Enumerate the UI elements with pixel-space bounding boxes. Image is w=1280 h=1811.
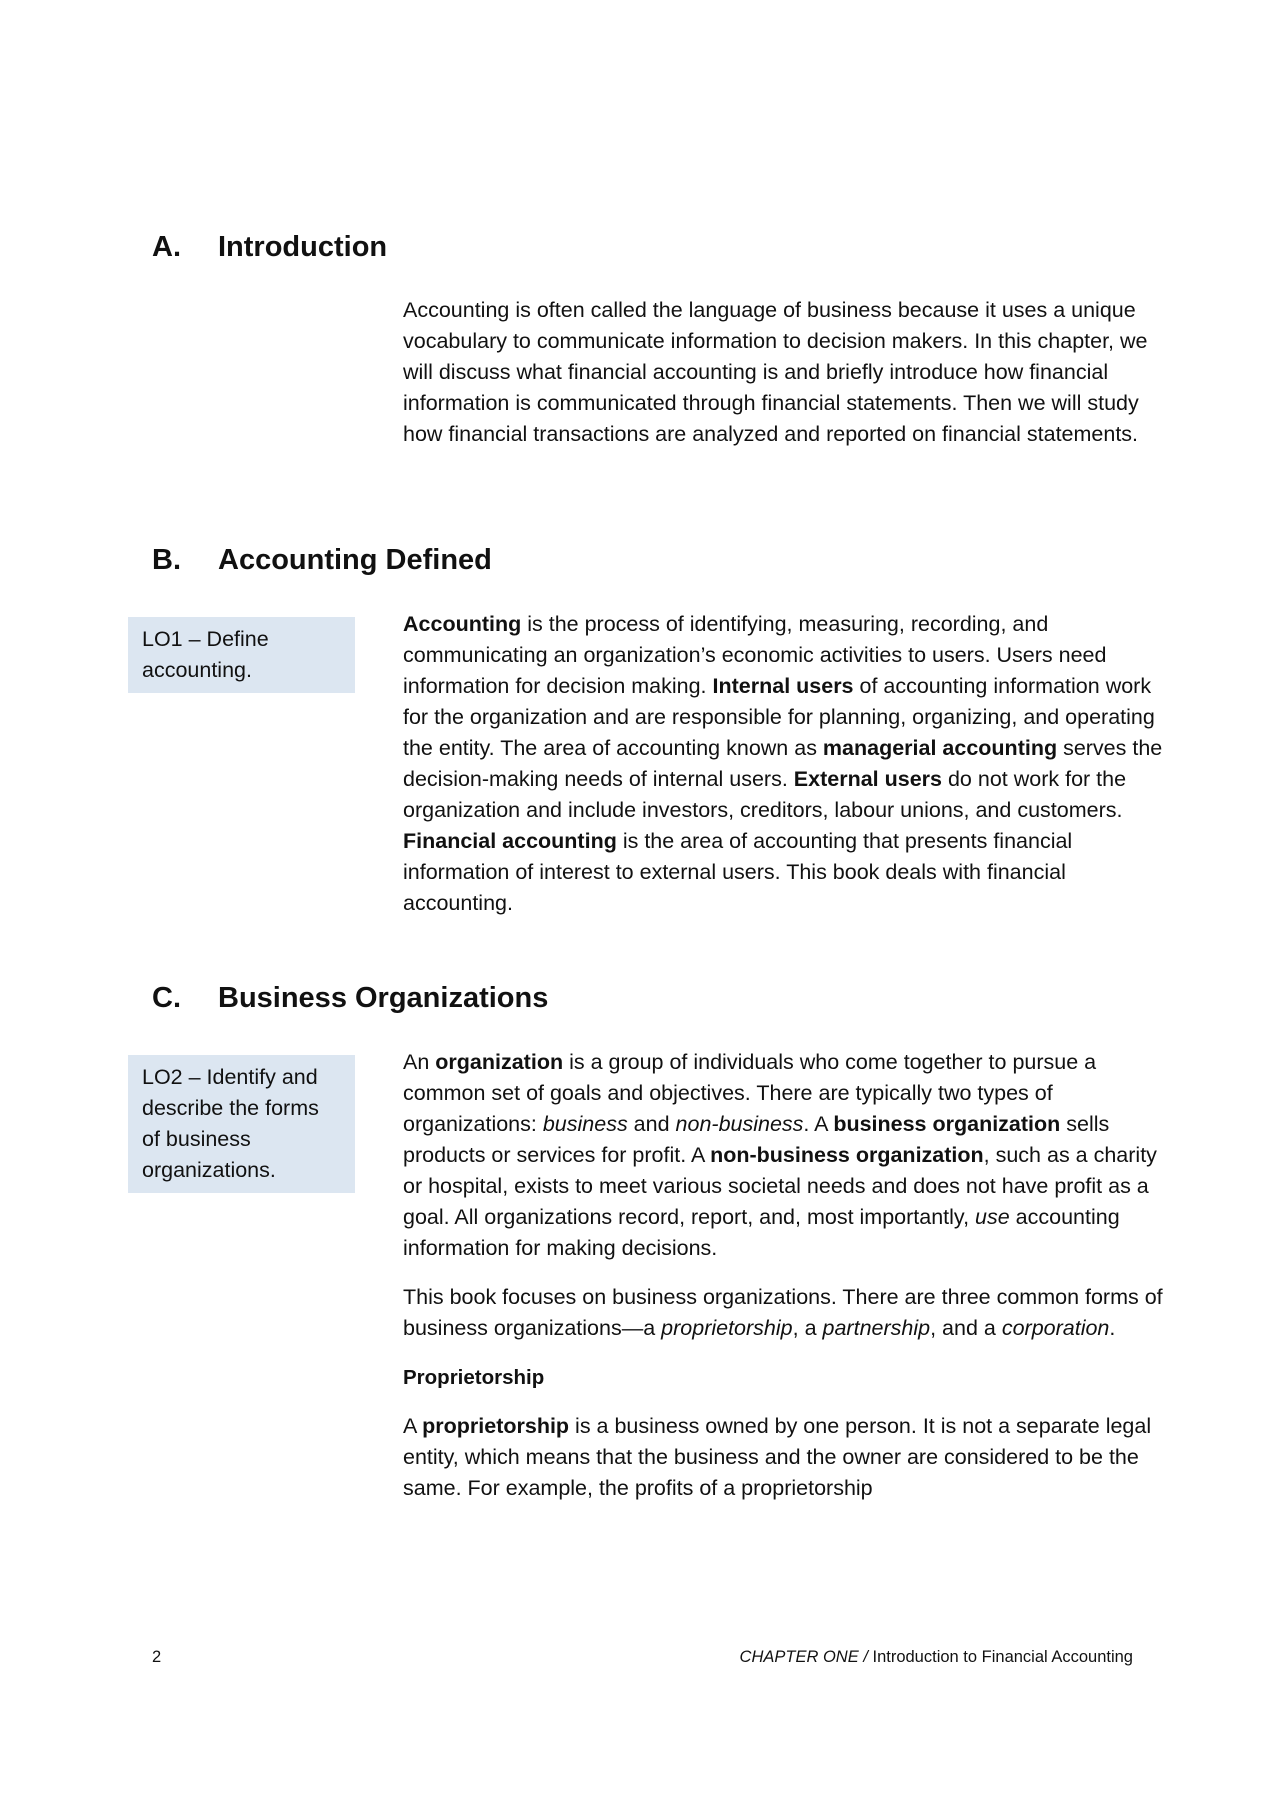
term-external-users: External users xyxy=(793,767,942,791)
learning-objective-text: LO1 – Define accounting. xyxy=(142,627,269,682)
forms-paragraph xyxy=(403,1282,1163,1344)
proprietorship-paragraph xyxy=(403,1411,1163,1504)
business-organizations-text xyxy=(403,1047,1163,1504)
section-letter: A. xyxy=(152,231,181,263)
text-run: do not work for the organization and include investors, creditors, labour unions, and customers. xyxy=(403,767,1127,822)
section-title: Introduction xyxy=(218,231,388,263)
section-letter: B. xyxy=(152,544,181,576)
text-run: . A xyxy=(803,1112,834,1136)
running-footer xyxy=(740,1648,1133,1667)
term-partnership: partnership xyxy=(822,1316,931,1340)
learning-objective-text: LO2 – Identify and describe the forms of business organizations. xyxy=(142,1065,319,1182)
term-financial-accounting: Financial accounting xyxy=(403,829,617,853)
text-run: A xyxy=(403,1414,423,1438)
term-organization: organization xyxy=(435,1050,564,1074)
page-number: 2 xyxy=(152,1648,162,1666)
term-accounting: Accounting xyxy=(403,612,522,636)
text-run: , a xyxy=(792,1316,823,1340)
term-use: use xyxy=(975,1205,1010,1229)
term-internal-users: Internal users xyxy=(712,674,854,698)
chapter-label: CHAPTER ONE / xyxy=(739,1648,868,1666)
section-title: Business Organizations xyxy=(218,982,549,1014)
text-run: is the area of accounting that presents financial information of interest to external users. This book deals with financial accounting. xyxy=(403,829,1073,915)
term-proprietorship-bold: proprietorship xyxy=(422,1414,570,1438)
term-corporation: corporation xyxy=(1001,1316,1110,1340)
text-run: and xyxy=(627,1112,676,1136)
learning-objective-box-lo1 xyxy=(128,617,355,693)
text-run: accounting information for making decisions. xyxy=(403,1205,1120,1260)
introduction-paragraph: Accounting is often called the language of business because it uses a unique vocabulary to communicate information to decision makers. In this chapter, we will discuss what financial accounting is and briefly introduce how financial information is communicated through financial statements. Then we will study how financial transactions are analyzed and reported on financial statements. xyxy=(403,298,1148,446)
organization-paragraph xyxy=(403,1047,1163,1264)
text-run: is the process of identifying, measuring, recording, and communicating an organization’s economic activities to users. Users need information for decision making. xyxy=(403,612,1107,698)
section-heading-accounting-defined xyxy=(152,542,492,578)
text-run: of accounting information work for the organization and are responsible for planning, organizing, and operating the entity. The area of accounting known as xyxy=(403,674,1155,760)
text-run: is a group of individuals who come together to pursue a common set of goals and objectives. There are typically two types of organizations: xyxy=(403,1050,1097,1136)
text-run: An xyxy=(403,1050,436,1074)
text-run: , such as a charity or hospital, exists to meet various societal needs and does not have profit as a goal. All organizations record, report, and, most importantly, xyxy=(403,1143,1157,1229)
text-run: sells products or services for profit. A xyxy=(403,1112,1110,1167)
text-run: , and a xyxy=(930,1316,1002,1340)
text-run: serves the decision-making needs of internal users. xyxy=(403,736,1163,791)
learning-objective-box-lo2 xyxy=(128,1055,355,1193)
text-run: This book focuses on business organizations. There are three common forms of business organizations—a xyxy=(403,1285,1163,1340)
section-title: Accounting Defined xyxy=(218,544,492,576)
term-managerial-accounting: managerial accounting xyxy=(822,736,1058,760)
accounting-defined-text xyxy=(403,609,1163,919)
term-business: business xyxy=(542,1112,628,1136)
section-heading-introduction xyxy=(152,229,387,265)
text-run: . xyxy=(1109,1316,1116,1340)
section-heading-business-organizations xyxy=(152,980,548,1016)
chapter-title: Introduction to Financial Accounting xyxy=(867,1648,1133,1666)
introduction-text xyxy=(403,295,1163,450)
text-run: is a business owned by one person. It is not a separate legal entity, which means that the business and the owner are considered to be the same. For example, the profits of a proprietorship xyxy=(403,1414,1152,1500)
term-non-business: non-business xyxy=(675,1112,804,1136)
accounting-defined-paragraph xyxy=(403,609,1163,919)
term-proprietorship: proprietorship xyxy=(661,1316,793,1340)
proprietorship-subheading: Proprietorship xyxy=(403,1366,545,1389)
section-letter: C. xyxy=(152,982,181,1014)
term-business-organization: business organization xyxy=(833,1112,1061,1136)
term-non-business-organization: non-business organization xyxy=(710,1143,984,1167)
